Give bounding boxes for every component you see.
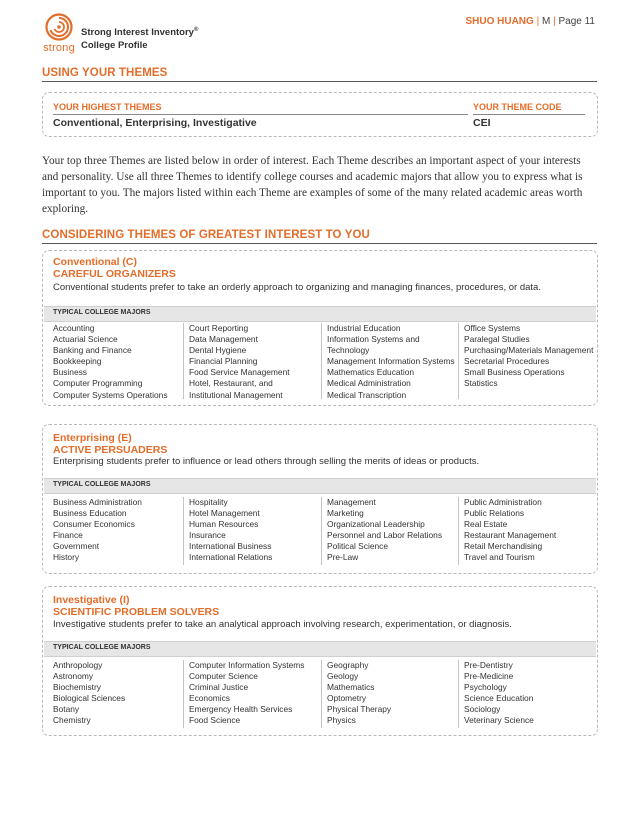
- divider: [42, 81, 597, 82]
- major-item: Geography: [327, 660, 369, 670]
- majors-column: [464, 497, 596, 564]
- majors-label: TYPICAL COLLEGE MAJORS: [53, 481, 151, 488]
- majors-column: [189, 660, 317, 727]
- major-item: Industrial Education: [327, 323, 401, 333]
- majors-column: [327, 323, 455, 401]
- major-item: Retail Merchandising: [464, 541, 543, 552]
- major-item: Geology: [327, 671, 359, 682]
- major-item: Statistics: [464, 378, 498, 389]
- majors-column: [327, 497, 455, 564]
- majors-header-bar: [44, 306, 596, 322]
- major-item: Pre-Dentistry: [464, 660, 513, 670]
- major-item: Computer Science: [189, 671, 258, 682]
- theme-code-value: CEI: [473, 117, 491, 129]
- majors-label: TYPICAL COLLEGE MAJORS: [53, 309, 151, 316]
- highest-themes-box: [42, 92, 598, 137]
- major-item: Financial Planning: [189, 356, 258, 367]
- major-item: Pre-Medicine: [464, 671, 514, 682]
- major-item: Medical Transcription: [327, 389, 407, 400]
- major-item: Veterinary Science: [464, 715, 534, 726]
- major-item: Biological Sciences: [53, 693, 126, 704]
- major-item: Personnel and Labor Relations: [327, 530, 443, 541]
- product-title: Strong Interest Inventory®: [81, 27, 199, 39]
- major-item: Emergency Health Services: [189, 704, 293, 715]
- column-divider: [458, 660, 459, 728]
- major-item: Anthropology: [53, 660, 103, 670]
- theme-tagline: CAREFUL ORGANIZERS: [53, 268, 176, 280]
- intro-paragraph: Your top three Themes are listed below in order of interest. Each Theme describes an important aspect of your interests and personality. Use all three Themes to identify college courses and academic majors that allow you to express what is important to you. The majors listed within each Theme are examples of some of the many related academic areas worth exploring.: [42, 155, 583, 215]
- majors-column: [53, 660, 178, 727]
- major-item: Medical Administration: [327, 378, 411, 389]
- major-item: Organizational Leadership: [327, 519, 425, 530]
- highest-themes-value: Conventional, Enterprising, Investigative: [53, 117, 257, 129]
- theme-card-investigative: [42, 586, 598, 736]
- column-divider: [321, 660, 322, 728]
- major-item: Management: [327, 497, 376, 507]
- major-item: Computer Systems Operations: [53, 389, 168, 400]
- gender: M: [541, 16, 551, 27]
- page-number: Page 11: [558, 16, 595, 27]
- strong-logo: [42, 12, 76, 58]
- major-item: Actuarial Science: [53, 334, 118, 345]
- major-item: History: [53, 552, 80, 563]
- major-item: Management Information Systems: [327, 356, 455, 367]
- major-item: Finance: [53, 530, 83, 541]
- theme-description: Enterprising students prefer to influence or lead others through selling the merits of ideas or products.: [53, 456, 480, 467]
- major-item: Political Science: [327, 541, 388, 552]
- divider: [53, 114, 468, 115]
- major-item: Government: [53, 541, 100, 552]
- major-item: Economics: [189, 693, 230, 704]
- divider: [473, 114, 585, 115]
- column-divider: [458, 323, 459, 399]
- major-item: Business Administration: [53, 497, 142, 507]
- column-divider: [321, 497, 322, 565]
- logo-wordmark: strong: [43, 42, 75, 54]
- major-item: Food Service Management: [189, 367, 290, 378]
- theme-description: Investigative students prefer to take an analytical approach involving research, experimentation, or diagnosis.: [53, 619, 512, 630]
- major-item: Human Resources: [189, 519, 259, 530]
- major-item: Food Science: [189, 715, 241, 726]
- major-item: Hotel Management: [189, 508, 260, 519]
- major-item: Dental Hygiene: [189, 345, 247, 356]
- majors-column: [464, 323, 596, 390]
- majors-column: [189, 497, 317, 564]
- column-divider: [321, 323, 322, 399]
- major-item: Public Administration: [464, 497, 542, 507]
- divider: [42, 243, 597, 244]
- major-item: Court Reporting: [189, 323, 249, 333]
- majors-header-bar: [44, 641, 596, 657]
- column-divider: [183, 660, 184, 728]
- major-item: Botany: [53, 704, 80, 715]
- major-item: Business: [53, 367, 87, 378]
- theme-name: Enterprising (E): [53, 432, 132, 444]
- major-item: Criminal Justice: [189, 682, 249, 693]
- theme-tagline: ACTIVE PERSUADERS: [53, 444, 168, 456]
- major-item: Real Estate: [464, 519, 508, 530]
- major-item: Hospitality: [189, 497, 228, 507]
- major-item: Hotel, Restaurant, and Institutional Management: [189, 378, 283, 400]
- theme-tagline: SCIENTIFIC PROBLEM SOLVERS: [53, 606, 220, 618]
- majors-column: [327, 660, 455, 727]
- majors-label: TYPICAL COLLEGE MAJORS: [53, 644, 151, 651]
- major-item: Computer Information Systems: [189, 660, 305, 670]
- majors-column: [53, 497, 178, 564]
- page-header: [0, 0, 638, 60]
- major-item: Paralegal Studies: [464, 334, 530, 345]
- majors-header-bar: [44, 478, 596, 494]
- major-item: Bookkeeping: [53, 356, 102, 367]
- theme-description: Conventional students prefer to take an orderly approach to organizing and managing finances, procedures, or data.: [53, 282, 541, 293]
- major-item: Insurance: [189, 530, 226, 541]
- major-item: Purchasing/Materials Management: [464, 345, 594, 356]
- major-item: Travel and Tourism: [464, 552, 535, 563]
- theme-name: Conventional (C): [53, 256, 137, 268]
- major-item: Chemistry: [53, 715, 91, 726]
- column-divider: [183, 497, 184, 565]
- major-item: Pre-Law: [327, 552, 359, 563]
- major-item: Information Systems and Technology: [327, 334, 420, 356]
- major-item: Biochemistry: [53, 682, 101, 693]
- major-item: Physical Therapy: [327, 704, 392, 715]
- majors-list: [44, 323, 596, 401]
- majors-list: [44, 660, 596, 730]
- major-item: Office Systems: [464, 323, 521, 333]
- major-item: Optometry: [327, 693, 367, 704]
- major-item: International Business: [189, 541, 272, 552]
- theme-name: Investigative (I): [53, 594, 130, 606]
- major-item: Accounting: [53, 323, 95, 333]
- major-item: Consumer Economics: [53, 519, 135, 530]
- major-item: Marketing: [327, 508, 364, 519]
- section-heading-considering: CONSIDERING THEMES OF GREATEST INTEREST TO YOU: [42, 229, 370, 241]
- major-item: Banking and Finance: [53, 345, 132, 356]
- major-item: Sociology: [464, 704, 501, 715]
- major-item: Astronomy: [53, 671, 94, 682]
- column-divider: [183, 323, 184, 399]
- page-info: SHUO HUANG | M | Page 11: [465, 16, 595, 27]
- majors-column: [464, 660, 596, 727]
- section-heading-using-themes: USING YOUR THEMES: [42, 67, 168, 79]
- major-item: Small Business Operations: [464, 367, 565, 378]
- theme-card-enterprising: [42, 424, 598, 574]
- major-item: Mathematics Education: [327, 367, 415, 378]
- major-item: Computer Programming: [53, 378, 143, 389]
- major-item: Science Education: [464, 693, 534, 704]
- majors-column: [53, 323, 178, 401]
- theme-code-label: YOUR THEME CODE: [473, 102, 562, 112]
- student-name: SHUO HUANG: [465, 16, 534, 27]
- major-item: Psychology: [464, 682, 507, 693]
- major-item: Data Management: [189, 334, 258, 345]
- major-item: Business Education: [53, 508, 127, 519]
- major-item: Mathematics: [327, 682, 375, 693]
- majors-column: [189, 323, 317, 401]
- highest-themes-label: YOUR HIGHEST THEMES: [53, 102, 162, 112]
- major-item: International Relations: [189, 552, 273, 563]
- major-item: Physics: [327, 715, 356, 726]
- majors-list: [44, 497, 596, 567]
- major-item: Restaurant Management: [464, 530, 557, 541]
- major-item: Secretarial Procedures: [464, 356, 550, 367]
- product-subtitle: College Profile: [81, 40, 148, 51]
- spiral-icon: [42, 12, 76, 42]
- column-divider: [458, 497, 459, 565]
- major-item: Public Relations: [464, 508, 525, 519]
- theme-card-conventional: [42, 250, 598, 406]
